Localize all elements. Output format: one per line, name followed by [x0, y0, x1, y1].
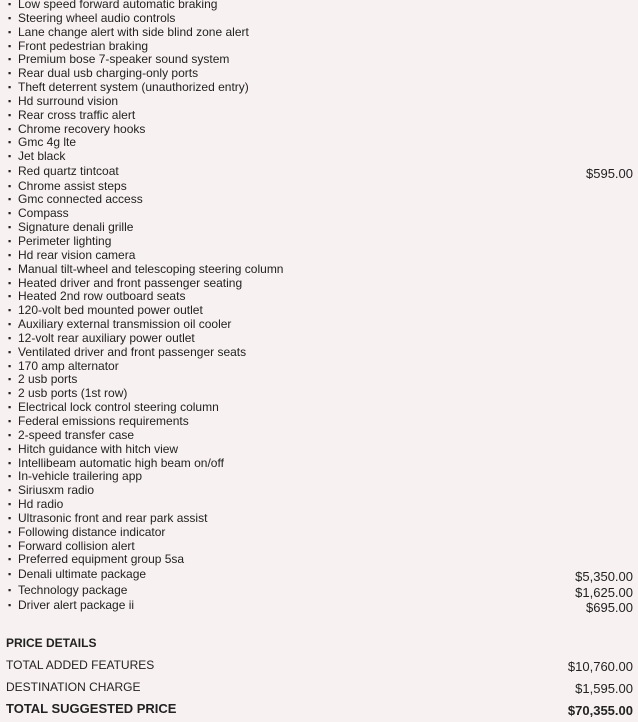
- feature-label: Chrome recovery hooks: [18, 121, 146, 136]
- bullet-icon: ▪: [8, 222, 12, 233]
- bullet-icon: ▪: [8, 471, 12, 482]
- price-details: [0, 634, 638, 722]
- bullet-icon: ▪: [8, 151, 12, 162]
- bullet-icon: ▪: [8, 584, 12, 595]
- list-item: [0, 150, 638, 164]
- bullet-icon: ▪: [8, 554, 12, 565]
- bullet-icon: ▪: [8, 569, 12, 580]
- feature-label: Heated 2nd row outboard seats: [18, 289, 186, 304]
- list-item: [0, 373, 638, 387]
- feature-label: Ultrasonic front and rear park assist: [18, 510, 208, 525]
- feature-label: Signature denali grille: [18, 220, 134, 235]
- feature-label: Technology package: [18, 582, 128, 597]
- feature-label: Hitch guidance with hitch view: [18, 441, 179, 456]
- feature-label: Front pedestrian braking: [18, 38, 149, 53]
- list-item: [0, 193, 638, 207]
- list-item: [0, 498, 638, 512]
- feature-price: $1,625.00: [575, 584, 633, 600]
- bullet-icon: ▪: [8, 402, 12, 413]
- feature-label: Gmc 4g lte: [18, 135, 77, 150]
- list-item: [0, 583, 638, 599]
- bullet-icon: ▪: [8, 263, 12, 274]
- feature-label: 120-volt bed mounted power outlet: [18, 303, 203, 318]
- bullet-icon: ▪: [8, 429, 12, 440]
- bullet-icon: ▪: [8, 305, 12, 316]
- bullet-icon: ▪: [8, 526, 12, 537]
- feature-label: Manual tilt-wheel and telescoping steering column: [18, 261, 284, 276]
- feature-label: Denali ultimate package: [18, 567, 147, 582]
- feature-label: Low speed forward automatic braking: [18, 0, 218, 11]
- list-item: [0, 164, 638, 180]
- feature-label: 2-speed transfer case: [18, 427, 135, 442]
- feature-label: Lane change alert with side blind zone alert: [18, 24, 249, 39]
- feature-label: Steering wheel audio controls: [18, 10, 176, 25]
- bullet-icon: ▪: [8, 457, 12, 468]
- feature-label: Preferred equipment group 5sa: [18, 552, 185, 567]
- feature-price: $5,350.00: [575, 569, 633, 585]
- feature-label: Jet black: [18, 149, 66, 164]
- feature-label: Perimeter lighting: [18, 234, 112, 248]
- feature-label: 170 amp alternator: [18, 358, 119, 373]
- list-item: [0, 332, 638, 346]
- feature-label: Federal emissions requirements: [18, 413, 189, 428]
- list-item: [0, 277, 638, 291]
- feature-label: Compass: [18, 206, 69, 221]
- bullet-icon: ▪: [8, 374, 12, 385]
- bullet-icon: ▪: [8, 208, 12, 219]
- list-item: [0, 81, 638, 95]
- feature-label: Hd rear vision camera: [18, 247, 136, 262]
- bullet-icon: ▪: [8, 388, 12, 399]
- bullet-icon: ▪: [8, 0, 12, 9]
- feature-label: Electrical lock control steering column: [18, 400, 219, 415]
- list-item: [0, 387, 638, 401]
- list-item: [0, 26, 638, 40]
- list-item: [0, 540, 638, 554]
- bullet-icon: ▪: [8, 95, 12, 106]
- bullet-icon: ▪: [8, 180, 12, 191]
- list-item: [0, 263, 638, 277]
- feature-label: Premium bose 7-speaker sound system: [18, 52, 230, 67]
- list-item: [0, 221, 638, 235]
- total-added-features-label: TOTAL ADDED FEATURES: [6, 658, 155, 672]
- list-item: [0, 567, 638, 583]
- total-suggested-price-value: $70,355.00: [567, 703, 633, 718]
- list-item: [0, 235, 638, 249]
- list-item: [0, 95, 638, 109]
- list-item: [0, 249, 638, 263]
- list-item: [0, 318, 638, 332]
- total-suggested-price-row: [0, 700, 638, 722]
- list-item: [0, 136, 638, 150]
- bullet-icon: ▪: [8, 415, 12, 426]
- feature-label: Gmc connected access: [18, 192, 143, 207]
- bullet-icon: ▪: [8, 12, 12, 23]
- list-item: [0, 470, 638, 484]
- list-item: [0, 526, 638, 540]
- bullet-icon: ▪: [8, 26, 12, 37]
- feature-label: Driver alert package ii: [18, 598, 135, 613]
- bullet-icon: ▪: [8, 40, 12, 51]
- bullet-icon: ▪: [8, 123, 12, 134]
- list-item: [0, 598, 638, 614]
- list-item: [0, 12, 638, 26]
- bullet-icon: ▪: [8, 319, 12, 330]
- feature-label: In-vehicle trailering app: [18, 469, 143, 484]
- price-details-heading-row: [0, 634, 638, 656]
- feature-price: $695.00: [586, 600, 633, 616]
- bullet-icon: ▪: [8, 443, 12, 454]
- list-item: [0, 415, 638, 429]
- bullet-icon: ▪: [8, 236, 12, 246]
- list-item: [0, 109, 638, 123]
- feature-label: Intellibeam automatic high beam on/off: [18, 455, 224, 470]
- total-suggested-price-label: TOTAL SUGGESTED PRICE: [6, 701, 177, 716]
- destination-charge-value: $1,595.00: [575, 681, 633, 696]
- feature-label: Rear dual usb charging-only ports: [18, 66, 199, 81]
- bullet-icon: ▪: [8, 109, 12, 120]
- list-item: [0, 207, 638, 221]
- feature-label: Rear cross traffic alert: [18, 107, 136, 122]
- feature-label: Siriusxm radio: [18, 483, 95, 498]
- bullet-icon: ▪: [8, 249, 12, 260]
- bullet-icon: ▪: [8, 540, 12, 551]
- bullet-icon: ▪: [8, 499, 12, 510]
- bullet-icon: ▪: [8, 291, 12, 302]
- feature-label: 2 usb ports: [18, 372, 78, 387]
- list-item: [0, 180, 638, 194]
- bullet-icon: ▪: [8, 277, 12, 288]
- list-item: [0, 443, 638, 457]
- bullet-icon: ▪: [8, 54, 12, 65]
- destination-charge-label: DESTINATION CHARGE: [6, 680, 141, 694]
- destination-charge-row: [0, 678, 638, 700]
- bullet-icon: ▪: [8, 332, 12, 343]
- feature-label: Ventilated driver and front passenger seats: [18, 344, 247, 359]
- feature-label: 2 usb ports (1st row): [18, 386, 128, 401]
- bullet-icon: ▪: [8, 82, 12, 93]
- feature-price: $595.00: [586, 166, 633, 182]
- feature-label: Chrome assist steps: [18, 178, 127, 193]
- total-added-features-value: $10,760.00: [567, 659, 633, 674]
- bullet-icon: ▪: [8, 600, 12, 611]
- total-added-features-row: [0, 656, 638, 678]
- feature-label: Theft deterrent system (unauthorized entry): [18, 80, 249, 95]
- list-item: [0, 553, 638, 567]
- list-item: [0, 346, 638, 360]
- list-item: [0, 429, 638, 443]
- feature-label: Auxiliary external transmission oil cooler: [18, 317, 232, 332]
- bullet-icon: ▪: [8, 194, 12, 205]
- feature-label: 12-volt rear auxiliary power outlet: [18, 330, 195, 345]
- bullet-icon: ▪: [8, 346, 12, 357]
- list-item: [0, 123, 638, 137]
- list-item: [0, 484, 638, 498]
- list-item: [0, 290, 638, 304]
- price-details-heading: PRICE DETAILS: [6, 636, 97, 650]
- list-item: [0, 360, 638, 374]
- feature-label: Hd surround vision: [18, 93, 119, 108]
- feature-label: Heated driver and front passenger seating: [18, 275, 243, 290]
- list-item: [0, 40, 638, 54]
- feature-label: Forward collision alert: [18, 538, 135, 553]
- bullet-icon: ▪: [8, 512, 12, 523]
- bullet-icon: ▪: [8, 137, 12, 148]
- list-item: [0, 457, 638, 471]
- list-item: [0, 304, 638, 318]
- bullet-icon: ▪: [8, 68, 12, 79]
- list-item: [0, 401, 638, 415]
- bullet-icon: ▪: [8, 166, 12, 177]
- bullet-icon: ▪: [8, 485, 12, 496]
- list-item: [0, 67, 638, 81]
- list-item: [0, 512, 638, 526]
- feature-label: Red quartz tintcoat: [18, 164, 119, 179]
- list-item: [0, 53, 638, 67]
- bullet-icon: ▪: [8, 360, 12, 371]
- feature-label: Hd radio: [18, 497, 64, 512]
- feature-label: Following distance indicator: [18, 524, 166, 539]
